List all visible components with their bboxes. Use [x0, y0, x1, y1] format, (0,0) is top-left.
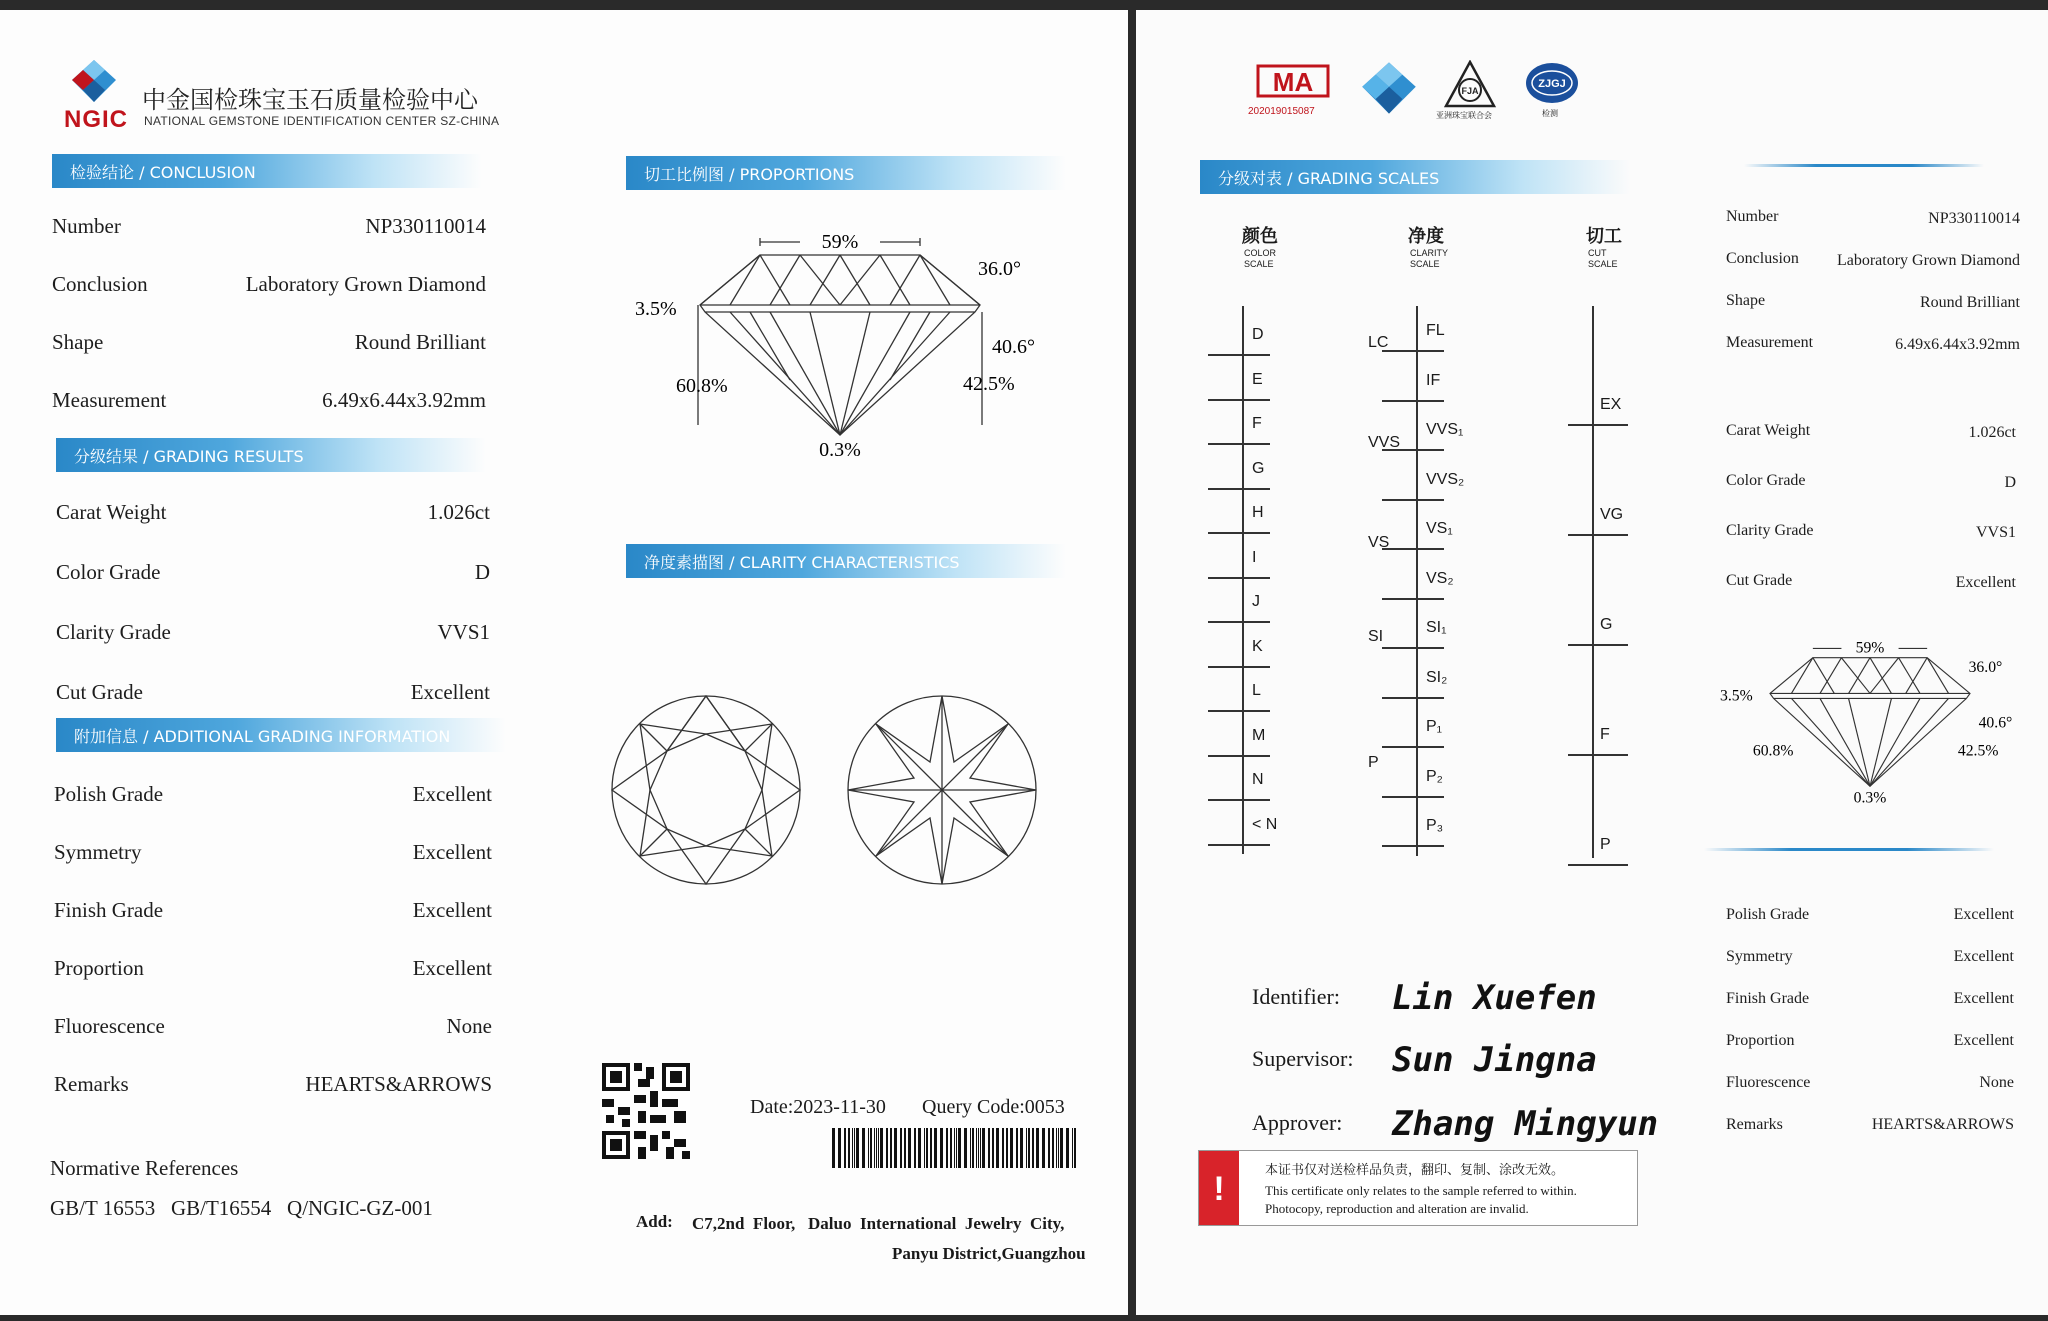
- table-percent-label: 59%: [821, 231, 859, 253]
- summary-additional-row-value: None: [1979, 1074, 2014, 1091]
- cut-scale-grade: EX: [1600, 396, 1622, 413]
- color-scale-grade: E: [1252, 370, 1263, 388]
- cut-scale-axis: [1592, 306, 1594, 858]
- grading-scales-section-header: 分级对表 / GRADING SCALES: [1200, 160, 1630, 194]
- grading-row-value: Excellent: [410, 680, 490, 704]
- conclusion-row-value: Laboratory Grown Diamond: [245, 272, 486, 296]
- clarity-scale-tick: [1382, 400, 1444, 402]
- color-scale-tick: [1208, 666, 1270, 668]
- svg-text:0.3%: 0.3%: [1853, 789, 1887, 807]
- normative-refs: GB/T 16553 GB/T16554 Q/NGIC-GZ-001: [50, 1196, 433, 1220]
- additional-section-header: 附加信息 / ADDITIONAL GRADING INFORMATION: [56, 718, 506, 752]
- clarity-scale-group: VS: [1368, 534, 1390, 551]
- summary-additional-row-value: Excellent: [1953, 906, 2014, 923]
- color-scale-title-cn: 颜色: [1242, 226, 1278, 247]
- summary-row-label: Conclusion: [1726, 250, 1799, 267]
- clarity-scale-grade: P₃: [1426, 817, 1444, 834]
- summary-additional-row-label: Proportion: [1726, 1032, 1795, 1049]
- additional-row-label: Fluorescence: [54, 1014, 165, 1038]
- cut-scale-grade: VG: [1600, 506, 1624, 523]
- warning-icon: !: [1199, 1151, 1239, 1225]
- fja-label: 亚洲珠宝联合会: [1436, 111, 1492, 120]
- pavilion-angle-label: 40.6°: [992, 336, 1035, 358]
- summary-grading-row-label: Color Grade: [1726, 472, 1806, 489]
- color-scale-axis: [1242, 306, 1244, 854]
- summary-grading-row-value: VVS1: [1975, 524, 2016, 541]
- crown-angle-label: 36.0°: [978, 258, 1021, 280]
- summary-additional-row-label: Polish Grade: [1726, 906, 1810, 923]
- clarity-scale-tick: [1382, 548, 1444, 550]
- clarity-scale-group: LC: [1368, 334, 1389, 351]
- conclusion-row-value: 6.49x6.44x3.92mm: [322, 388, 486, 412]
- color-scale-grade: K: [1252, 637, 1263, 655]
- summary-additional-row-label: Finish Grade: [1726, 990, 1810, 1007]
- color-scale-tick: [1208, 755, 1270, 757]
- clarity-section-header: 净度素描图 / CLARITY CHARACTERISTICS: [626, 544, 1066, 578]
- address-label: Add:: [636, 1212, 673, 1231]
- certificate-left-sheet: [0, 10, 1128, 1315]
- cut-scale-grade: G: [1600, 616, 1613, 633]
- additional-row-value: Excellent: [412, 956, 492, 980]
- color-scale-grade: G: [1252, 459, 1265, 477]
- conclusion-row-label: Measurement: [52, 388, 167, 412]
- color-scale-tick: [1208, 532, 1270, 534]
- summary-additional-row-label: Symmetry: [1726, 948, 1793, 965]
- conclusion-row-value: Round Brilliant: [354, 330, 486, 354]
- additional-row-label: Proportion: [54, 956, 144, 980]
- clarity-scale-grade: SI₂: [1426, 668, 1448, 686]
- color-scale-title_en2: SCALE: [1244, 259, 1274, 269]
- cut-scale-grade: F: [1600, 726, 1610, 743]
- additional-row-value: Excellent: [412, 782, 492, 806]
- summary-row-value: NP330110014: [1928, 210, 2020, 227]
- clarity-scale-tick: [1382, 499, 1444, 501]
- address-line-2: Panyu District,Guangzhou: [892, 1244, 1086, 1263]
- summary-grading-row-label: Clarity Grade: [1726, 522, 1814, 539]
- clarity-scale-tick: [1382, 746, 1444, 748]
- summary-row-label: Number: [1726, 208, 1779, 225]
- additional-row-value: HEARTS&ARROWS: [305, 1072, 492, 1096]
- summary-grading-row-value: Excellent: [1955, 574, 2016, 591]
- summary-top-divider: [1744, 164, 1984, 167]
- summary-row-value: Laboratory Grown Diamond: [1836, 252, 2020, 269]
- certificate-right-sheet: [1136, 10, 2048, 1315]
- cut-scale-tick: [1568, 754, 1628, 756]
- fja-seal-icon: [1442, 60, 1498, 110]
- cut-scale-tick: [1568, 644, 1628, 646]
- address-line-1: C7,2nd Floor, Daluo International Jewelry City,: [692, 1214, 1065, 1233]
- signature-name: Sun Jingna: [1392, 1040, 1597, 1080]
- color-scale-title_en: COLOR: [1244, 248, 1277, 258]
- additional-row-value: None: [446, 1014, 492, 1038]
- clarity-scale-group: P: [1368, 754, 1379, 771]
- cut-scale-title_en: CUT: [1588, 248, 1607, 258]
- cut-scale-title_en2: SCALE: [1588, 259, 1618, 269]
- clarity-scale-title-cn: 净度: [1408, 226, 1444, 247]
- clarity-scale-grade: VS₁: [1426, 520, 1453, 537]
- grading-row-value: D: [474, 560, 490, 584]
- color-scale-tick: [1208, 488, 1270, 490]
- additional-row-label: Symmetry: [54, 840, 142, 864]
- svg-text:40.6°: 40.6°: [1978, 714, 2013, 732]
- signature-role-label: Approver:: [1252, 1110, 1343, 1135]
- proportions-section-header: 切工比例图 / PROPORTIONS: [626, 156, 1066, 190]
- color-scale-tick: [1208, 710, 1270, 712]
- conclusion-section-header: 检验结论 / CONCLUSION: [52, 154, 482, 188]
- summary-grading-row-value: 1.026ct: [1968, 424, 2016, 441]
- crown-height-label: 3.5%: [635, 298, 677, 320]
- crown-view-plot: [608, 692, 804, 888]
- color-scale-tick: [1208, 621, 1270, 623]
- color-scale-tick: [1208, 844, 1270, 846]
- summary-row-value: Round Brilliant: [1920, 294, 2020, 311]
- date-text: Date:2023-11-30: [750, 1096, 886, 1118]
- notice-en-1: This certificate only relates to the sample referred to within.: [1265, 1183, 1577, 1198]
- color-scale-grade: H: [1252, 504, 1264, 521]
- total-depth-label: 60.8%: [676, 375, 728, 397]
- signature-name: Lin Xuefen: [1392, 978, 1597, 1018]
- cut-scale-tick: [1568, 864, 1628, 866]
- additional-row-value: Excellent: [412, 840, 492, 864]
- signature-name: Zhang Mingyun: [1392, 1104, 1659, 1144]
- clarity-scale-tick: [1382, 845, 1444, 847]
- ngic-emblem-icon: [1358, 60, 1420, 116]
- notice-en-2: Photocopy, reproduction and alteration are invalid.: [1265, 1201, 1529, 1216]
- color-scale-tick: [1208, 443, 1270, 445]
- summary-grading-row-label: Cut Grade: [1726, 572, 1793, 589]
- svg-text:42.5%: 42.5%: [1957, 742, 1999, 760]
- clarity-scale-grade: VVS₁: [1426, 421, 1464, 438]
- cut-scale-title-cn: 切工: [1586, 226, 1622, 247]
- grading-results-section-header: 分级结果 / GRADING RESULTS: [56, 438, 486, 472]
- proportions-diagram: [630, 230, 1050, 460]
- summary-additional-row-value: Excellent: [1953, 948, 2014, 965]
- ngic-diamond-logo-icon: [70, 58, 118, 104]
- org-name-en: NATIONAL GEMSTONE IDENTIFICATION CENTER SZ-CHINA: [144, 114, 500, 128]
- svg-text:3.5%: 3.5%: [1720, 687, 1753, 705]
- qr-code-icon: [602, 1062, 690, 1160]
- cut-scale-tick: [1568, 424, 1628, 426]
- color-scale-grade: N: [1252, 771, 1264, 788]
- svg-text:59%: 59%: [1855, 639, 1885, 657]
- normative-title: Normative References: [50, 1156, 239, 1180]
- grading-row-label: Color Grade: [56, 560, 161, 584]
- grading-row-label: Cut Grade: [56, 680, 143, 704]
- grading-row-value: 1.026ct: [427, 500, 490, 524]
- query-code-text: Query Code:0053: [922, 1096, 1065, 1118]
- clarity-scale-title_en2: SCALE: [1410, 259, 1440, 269]
- summary-row-label: Measurement: [1726, 334, 1814, 351]
- color-scale-grade: F: [1252, 415, 1262, 432]
- zjgj-label: 检测: [1542, 109, 1558, 118]
- color-scale-grade: M: [1252, 726, 1266, 744]
- clarity-scale-grade: P₁: [1426, 718, 1443, 735]
- clarity-scale-grade: FL: [1426, 322, 1445, 339]
- additional-row-label: Finish Grade: [54, 898, 164, 922]
- cut-scale-tick: [1568, 534, 1628, 536]
- signature-role-label: Supervisor:: [1252, 1046, 1354, 1071]
- clarity-scale-title_en: CLARITY: [1410, 248, 1449, 258]
- svg-text:36.0°: 36.0°: [1968, 659, 2003, 676]
- color-scale-tick: [1208, 399, 1270, 401]
- color-scale-tick: [1208, 577, 1270, 579]
- grading-row-value: VVS1: [437, 620, 490, 644]
- summary-additional-row-value: Excellent: [1953, 1032, 2014, 1049]
- barcode-icon: [832, 1128, 1078, 1168]
- signature-role-label: Identifier:: [1252, 984, 1340, 1009]
- clarity-scale-grade: P₂: [1426, 767, 1443, 785]
- summary-additional-row-value: Excellent: [1953, 990, 2014, 1007]
- summary-grading-row-value: D: [2004, 474, 2016, 491]
- color-scale-grade: L: [1252, 682, 1261, 699]
- org-name-cn: 中金国检珠宝玉石质量检验中心: [142, 86, 478, 114]
- culet-label: 0.3%: [819, 439, 861, 460]
- additional-row-value: Excellent: [412, 898, 492, 922]
- summary-grading-row-label: Carat Weight: [1726, 422, 1811, 439]
- additional-row-label: Remarks: [54, 1072, 129, 1096]
- clarity-scale-tick: [1382, 598, 1444, 600]
- cut-scale-grade: P: [1600, 836, 1611, 853]
- clarity-scale-tick: [1382, 350, 1444, 352]
- notice-cn: 本证书仅对送检样品负责，翻印、复制、涂改无效。: [1265, 1163, 1565, 1178]
- certificate-notice: [1198, 1150, 1638, 1226]
- svg-text:ZJGJ: ZJGJ: [1538, 78, 1566, 90]
- conclusion-row-label: Shape: [52, 330, 104, 354]
- color-scale-grade: J: [1252, 593, 1260, 610]
- svg-text:60.8%: 60.8%: [1752, 742, 1794, 760]
- color-scale-grade: I: [1252, 548, 1257, 566]
- ma-number: 202019015087: [1248, 106, 1315, 117]
- svg-text:MA: MA: [1272, 67, 1314, 97]
- additional-row-label: Polish Grade: [54, 782, 164, 806]
- color-scale-grade: D: [1252, 326, 1264, 343]
- clarity-scale-grade: SI₁: [1426, 619, 1447, 636]
- pavilion-view-plot: [844, 692, 1040, 888]
- clarity-scale-tick: [1382, 697, 1444, 699]
- grading-row-label: Carat Weight: [56, 500, 167, 524]
- zjgj-seal-icon: [1524, 60, 1580, 106]
- summary-mid-divider: [1704, 848, 1994, 851]
- summary-row-label: Shape: [1726, 292, 1766, 309]
- color-scale-tick: [1208, 799, 1270, 801]
- clarity-scale-grade: VS₂: [1426, 569, 1454, 587]
- clarity-scale-axis: [1416, 306, 1418, 856]
- summary-proportions-diagram: [1720, 632, 2020, 812]
- color-scale-tick: [1208, 354, 1270, 356]
- summary-row-value: 6.49x6.44x3.92mm: [1895, 336, 2020, 353]
- conclusion-row-label: Conclusion: [52, 272, 148, 296]
- summary-additional-row-label: Fluorescence: [1726, 1074, 1811, 1091]
- summary-additional-row-label: Remarks: [1726, 1116, 1783, 1133]
- grading-row-label: Clarity Grade: [56, 620, 171, 644]
- conclusion-row-label: Number: [52, 214, 121, 238]
- clarity-scale-group: VVS: [1368, 434, 1401, 451]
- color-scale-grade: < N: [1252, 815, 1278, 833]
- summary-additional-row-value: HEARTS&ARROWS: [1871, 1116, 2014, 1133]
- clarity-scale-tick: [1382, 796, 1444, 798]
- clarity-scale-group: SI: [1368, 628, 1384, 645]
- clarity-scale-grade: IF: [1426, 371, 1441, 389]
- clarity-scale-tick: [1382, 647, 1444, 649]
- pavilion-depth-label: 42.5%: [963, 373, 1015, 395]
- conclusion-row-value: NP330110014: [365, 214, 486, 238]
- ngic-logo-text: NGIC: [64, 106, 128, 133]
- svg-text:FJA: FJA: [1461, 86, 1479, 96]
- clarity-scale-grade: VVS₂: [1426, 470, 1465, 488]
